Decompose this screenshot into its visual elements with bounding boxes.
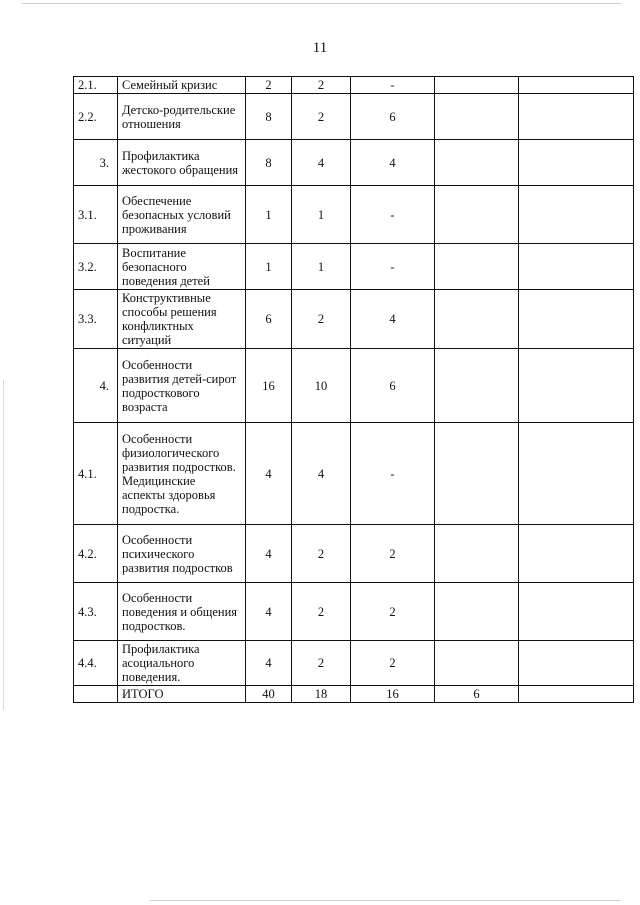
row-number: 4.2. xyxy=(74,525,118,583)
practice-hours: - xyxy=(351,77,435,94)
table-row xyxy=(74,77,634,94)
extra-hours xyxy=(435,77,519,94)
theory-hours: 1 xyxy=(292,244,351,290)
extra-hours: 6 xyxy=(435,686,519,703)
topic-cell: Профилактика жестокого обращения xyxy=(118,140,246,186)
row-number: 2.2. xyxy=(74,94,118,140)
practice-hours: 2 xyxy=(351,583,435,641)
theory-hours: 2 xyxy=(292,94,351,140)
theory-hours: 1 xyxy=(292,186,351,244)
total-hours: 1 xyxy=(246,244,292,290)
table-row xyxy=(74,583,634,641)
extra-hours xyxy=(435,94,519,140)
total-hours: 6 xyxy=(246,290,292,349)
curriculum-table xyxy=(73,76,634,703)
topic-cell: Особенности развития детей-сирот подросткового возраста xyxy=(118,349,246,423)
row-number: 3. xyxy=(74,140,118,186)
row-number: 4.1. xyxy=(74,423,118,525)
table-row xyxy=(74,244,634,290)
total-hours: 40 xyxy=(246,686,292,703)
topic-cell: Обеспечение безопасных условий проживания xyxy=(118,186,246,244)
topic-cell: Особенности физиологического развития подростков. Медицинские аспекты здоровья подростка. xyxy=(118,423,246,525)
total-hours: 4 xyxy=(246,641,292,686)
practice-hours: - xyxy=(351,244,435,290)
table-row xyxy=(74,641,634,686)
total-hours: 2 xyxy=(246,77,292,94)
extra-hours xyxy=(435,583,519,641)
notes-cell xyxy=(519,349,634,423)
notes-cell xyxy=(519,94,634,140)
table-row xyxy=(74,525,634,583)
topic-cell: Воспитание безопасного поведения детей xyxy=(118,244,246,290)
practice-hours: 2 xyxy=(351,525,435,583)
row-number: 4. xyxy=(74,349,118,423)
topic-cell: Конструктивные способы решения конфликтных ситуаций xyxy=(118,290,246,349)
topic-cell: Детско-родительские отношения xyxy=(118,94,246,140)
theory-hours: 4 xyxy=(292,423,351,525)
practice-hours: - xyxy=(351,186,435,244)
extra-hours xyxy=(435,641,519,686)
theory-hours: 10 xyxy=(292,349,351,423)
extra-hours xyxy=(435,140,519,186)
row-number: 3.1. xyxy=(74,186,118,244)
topic-cell: Профилактика асоциального поведения. xyxy=(118,641,246,686)
table-row xyxy=(74,290,634,349)
row-number: 3.3. xyxy=(74,290,118,349)
row-number: 4.4. xyxy=(74,641,118,686)
theory-hours: 2 xyxy=(292,525,351,583)
notes-cell xyxy=(519,686,634,703)
row-number: 4.3. xyxy=(74,583,118,641)
practice-hours: - xyxy=(351,423,435,525)
notes-cell xyxy=(519,77,634,94)
table-row xyxy=(74,349,634,423)
page-number: 11 xyxy=(312,40,328,56)
notes-cell xyxy=(519,140,634,186)
extra-hours xyxy=(435,290,519,349)
notes-cell xyxy=(519,290,634,349)
practice-hours: 2 xyxy=(351,641,435,686)
total-hours: 4 xyxy=(246,583,292,641)
total-hours: 8 xyxy=(246,140,292,186)
theory-hours: 2 xyxy=(292,77,351,94)
table-row xyxy=(74,94,634,140)
extra-hours xyxy=(435,349,519,423)
row-number xyxy=(74,686,118,703)
practice-hours: 16 xyxy=(351,686,435,703)
table-row xyxy=(74,186,634,244)
total-hours: 8 xyxy=(246,94,292,140)
notes-cell xyxy=(519,186,634,244)
theory-hours: 4 xyxy=(292,140,351,186)
theory-hours: 2 xyxy=(292,641,351,686)
table-row xyxy=(74,686,634,703)
table-row xyxy=(74,140,634,186)
table-row xyxy=(74,423,634,525)
row-number: 3.2. xyxy=(74,244,118,290)
practice-hours: 4 xyxy=(351,140,435,186)
topic-cell: ИТОГО xyxy=(118,686,246,703)
scan-left-edge xyxy=(3,380,4,710)
notes-cell xyxy=(519,244,634,290)
practice-hours: 6 xyxy=(351,349,435,423)
notes-cell xyxy=(519,423,634,525)
total-hours: 4 xyxy=(246,423,292,525)
scan-top-edge xyxy=(22,3,622,4)
theory-hours: 2 xyxy=(292,583,351,641)
topic-cell: Особенности психического развития подростков xyxy=(118,525,246,583)
scan-bottom-edge xyxy=(150,900,620,901)
total-hours: 16 xyxy=(246,349,292,423)
notes-cell xyxy=(519,525,634,583)
extra-hours xyxy=(435,525,519,583)
topic-cell: Особенности поведения и общения подростков. xyxy=(118,583,246,641)
total-hours: 1 xyxy=(246,186,292,244)
theory-hours: 18 xyxy=(292,686,351,703)
practice-hours: 6 xyxy=(351,94,435,140)
theory-hours: 2 xyxy=(292,290,351,349)
notes-cell xyxy=(519,641,634,686)
row-number: 2.1. xyxy=(74,77,118,94)
extra-hours xyxy=(435,244,519,290)
extra-hours xyxy=(435,186,519,244)
notes-cell xyxy=(519,583,634,641)
practice-hours: 4 xyxy=(351,290,435,349)
topic-cell: Семейный кризис xyxy=(118,77,246,94)
total-hours: 4 xyxy=(246,525,292,583)
extra-hours xyxy=(435,423,519,525)
